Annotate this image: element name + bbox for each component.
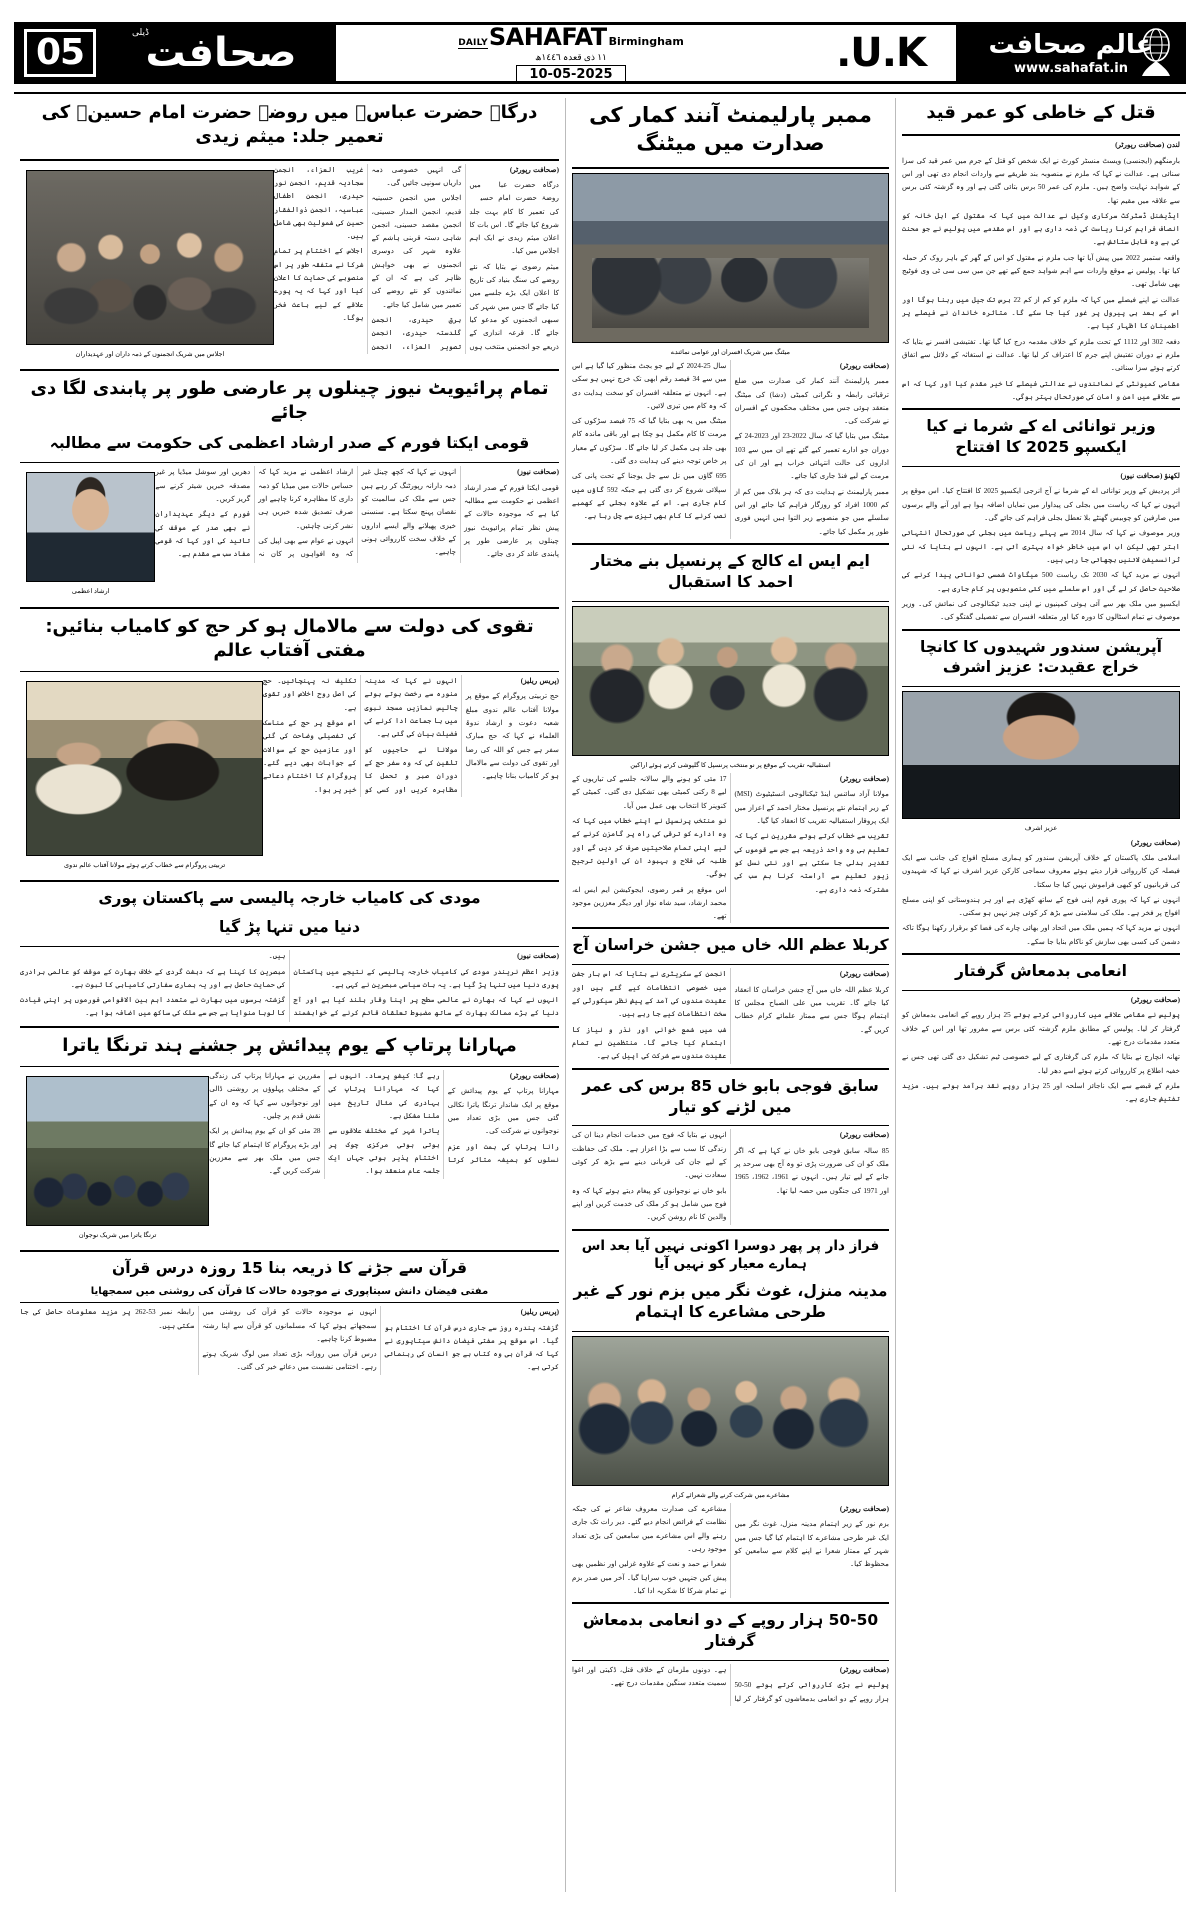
para: ممبر پارلیمنٹ آنند کمار کی صدارت میں ضلع ترقیاتی رابطہ و نگرانی کمیٹی (دشا) کی میٹنگ منعقد ہوئی جس میں مختلف محکموں کے افسران نے شرکت کی۔ [734, 377, 889, 426]
para: پولیس نے بڑی کارروائی کرتے ہوئے 50-50 ہزار روپے کے دو انعامی بدمعاشوں کو گرفتار کر لیا ہے۔ دونوں ملزمان کے خلاف قتل، ڈکیتی اور اغوا سمیت متعدد سنگین مقدمات درج تھے۔ [572, 1666, 889, 1703]
para: انہوں نے کہا کہ پوری قوم اپنی فوج کے ساتھ کھڑی ہے اور ہر ہندوستانی کو اپنی مسلح افواج پر فخر ہے۔ ملک کی سلامتی سے بڑھ کر کوئی چیز نہیں ہو سکتی۔ [902, 895, 1180, 918]
para: میثم رضوی نے بتایا کہ نئے روضے کی سنگ بنیاد کی تاریخ کا اعلان ایک بڑے جلسے میں کیا جائے گا جس میں شہر کی سبھی انجمنوں کو مدعو کیا جائے گا۔ قرعہ اندازی کے ذریعے جو انجمنیں منتخب ہوں گی انہیں خصوصی ذمہ داریاں سونپی جائیں گی۔ [371, 165, 559, 351]
headline-jashn-khurasan: کربلا عظم اللہ خاں میں جشن خراسان آج [572, 936, 889, 955]
para: انہوں نے کہا کہ مدینہ منورہ سے رخصت ہوتے ہوئے چالیس نمازیں مسجد نبوی میں با جماعت ادا کرنے کی فضیلت بیان کی گئی ہے۔ [364, 677, 458, 739]
para: بارمنگھم (ایجنسی) ویسٹ منسٹر کورٹ نے ایک شخص کو قتل کے جرم میں عمر قید کی سزا سنائی ہے۔ عدالت نے کہا کہ ملزم نے منصوبہ بند طریقے سے واردات انجام دی تھی اور اس کے شواہد نہایت واضح ہیں۔ ملزم کی عمر 50 برس بتائی گئی ہے اور وہ گزشتہ کئی برس سے علاقہ میں مقیم تھا۔ [902, 156, 1180, 205]
para: تھانہ انچارج نے بتایا کہ ملزم کی گرفتاری کے لیے خصوصی ٹیم تشکیل دی گئی تھی جس نے خفیہ اطلاع پر کارروائی کرتے ہوئے اسے دھر لیا۔ [902, 1053, 1180, 1075]
dateline: (صحافت رپورٹر) [509, 1072, 559, 1081]
photo-caption: عزیز اشرف [1024, 825, 1058, 833]
globe-icon [1134, 27, 1178, 77]
para: دفعہ 302 اور 1112 کے تحت ملزم کے خلاف مقدمہ درج کیا گیا تھا۔ تفتیشی افسر نے بتایا کہ ملزم نے دوران تفتیش اپنے جرم کا اعتراف کر لیا تھا۔ عدالت نے استغاثہ کے دلائل سے اتفاق کرتے ہوئے سزا سنائی۔ [902, 337, 1180, 373]
edition-text: U.K. [836, 30, 926, 76]
dateline: (صحافت رپورٹر) [509, 165, 559, 174]
article-badmash-body [902, 994, 1180, 1107]
para: اس موقع پر قمر رضوی، ایجوکیشن ایم ایس اے، محمد ارشاد، سید شاہ نواز اور دیگر معززین موجود تھے۔ [572, 885, 727, 921]
headline-msa-principal: ایم ایس اے کالج کے پرنسپل بنے مختار احمد کا استقبال [591, 551, 870, 591]
para: انہوں نے مزید کہا کہ 2030 تک ریاست 500 میگاواٹ شمسی توانائی پیدا کرنے کی صلاحیت حاصل کر لے گی اور اس سلسلے میں کئی منصوبوں پر کام جاری ہے۔ [902, 571, 1181, 593]
photo-block-hajj [26, 677, 263, 873]
para: ایڈیشنل ڈسٹرکٹ سرکاری وکیل نے عدالت میں کہا کہ مقتول کے اہل خانہ کو انصاف فراہم کرنا ریاست کی ذمہ داری ہے اور اس مقدمے میں پولیس نے جو محنت کی ہے وہ قابل ستائش ہے۔ [902, 211, 1180, 247]
subhead-dars-quran: مفتی فیضان دانش سیتاپوری نے موجودہ حالات کا قرآن کی روشنی میں سمجھایا [90, 1286, 489, 1298]
para: ایکسپو میں ملک بھر سے آئی ہوئی کمپنیوں نے اپنی جدید ٹیکنالوجی کی نمائش کی۔ وزیر موصوف نے تمام اسٹالوں کا دورہ کیا اور متعلقہ افسران سے تفصیلی گفتگو کی۔ [902, 599, 1180, 622]
article-quran-body [20, 1306, 559, 1375]
website-url[interactable]: www.sahafat.in [1014, 61, 1128, 76]
para: انہوں نے موجودہ حالات کو قرآن کی روشنی میں سمجھاتے ہوئے کہا کہ مسلمانوں کو قرآن سے اپنا رشتہ مضبوط کرنا چاہیے۔ [202, 1308, 377, 1343]
para: 28 مئی کو ان کے یوم پیدائش پر ایک اور بڑے پروگرام کا اہتمام کیا جائے گا جس میں ملک بھر سے معززین شرکت کریں گے۔ [209, 1127, 321, 1176]
hijri-date: ١١ ذی قعدہ ١٤٤٦ھ [535, 51, 607, 62]
article-meeting-body [572, 360, 889, 539]
headline-mp-meeting: ممبر پارلیمنٹ آنند کمار کی صدارت میں میٹنگ [589, 103, 872, 156]
logo-small-urdu: ڈیلی [132, 28, 149, 38]
headline-ekta-forum: قومی ایکتا فورم کے صدر ارشاد اعظمی کی حکومت سے مطالبہ [49, 434, 530, 453]
para: انہوں نے کہا کہ کچھ چینل غیر ذمہ دارانہ رپورٹنگ کر رہے ہیں جس سے ملک کی سالمیت کو نقصان پہنچ سکتا ہے۔ سنسنی خیزی پھیلانے والے ایسے اداروں کے خلاف سخت کارروائی ہونی چاہیے۔ [361, 468, 457, 557]
headline-inami-badmash: انعامی بدمعاش گرفتار [955, 962, 1127, 981]
publication-date: 10-05-2025 [516, 65, 625, 84]
headline-mushaira: مدینہ منزل، غوث نگر میں بزم نور کے غیر طرحی مشاعرے کا اہتمام [573, 1282, 888, 1321]
page-number: 05 [24, 29, 96, 77]
photo-block-azmi [26, 468, 155, 599]
photo-caption: تربیتی پروگرام سے خطاب کرتے ہوئے مولانا آفتاب عالم ندوی [63, 862, 226, 870]
photo-tiranga-yatra [26, 1076, 209, 1226]
para: تقریب سے خطاب کرتے ہوئے مقررین نے کہا کہ تعلیم ہی وہ واحد ذریعہ ہے جس سے قوموں کی تقدیر بدلی جا سکتی ہے اور نئی نسل کو زیور تعلیم سے آراستہ کرنا ہم سب کی مشترکہ ذمہ داری ہے۔ [734, 832, 889, 894]
headline-taqwa-hajj: تقوی کی دولت سے مالامال ہو کر حج کو کامیاب بنائیں: مفتی آفتاب عالم [45, 615, 534, 661]
masthead-title-block [336, 22, 806, 82]
photo-principal-welcome [572, 606, 889, 756]
masthead [14, 22, 1186, 84]
para: اسلامی ملک پاکستان کے خلاف آپریشن سندور کو ہماری مسلح افواج کی جانب سے ایک فیصلہ کن کارروائی قرار دیتے ہوئے معروف سماجی کارکن عزیز اشرف نے کہا کہ شہیدوں کی قربانیوں کو کبھی فراموش نہیں کیا جا سکتا۔ [902, 853, 1180, 889]
para: درگاہ حضرت عباسؑ میں روضۂ حضرت امام حسینؑ کی تعمیر کا کام بہت جلد شروع کیا جائے گا۔ اس بات کا اعلان میثم زیدی نے ایک اہم اجلاس میں کیا۔ [469, 180, 559, 256]
page-content [14, 92, 1186, 1892]
photo-meeting [572, 173, 889, 343]
photo-caption: مشاعرے میں شرکت کرنے والے شعرائے کرام [671, 1491, 790, 1499]
dateline: لندن (صحافت رپورٹر) [1115, 141, 1180, 150]
paper-title: SAHAFAT [488, 22, 607, 51]
photo-mushaira [572, 1336, 889, 1486]
photo-hajj-training [26, 681, 263, 856]
masthead-logo-urdu [106, 22, 336, 84]
para: مولانا نے حاجیوں کو تلقین کی کہ وہ سفر حج کے دوران صبر و تحمل کا مظاہرہ کریں اور کسی کو تکلیف نہ پہنچائیں۔ حج کی اصل روح اخلاص اور تقوی ہے۔ [263, 677, 458, 794]
edition-label [806, 25, 956, 81]
daily-label: DAILY [458, 37, 488, 48]
headline-modi-policy-2: دنیا میں تنہا پڑ گیا [218, 918, 361, 937]
photo-caption: استقبالیہ تقریب کے موقع پر نو منتخب پرنسپل کا گلپوشی کرتے ہوئے اراکین [630, 761, 831, 769]
para: مقامی کمیونٹی کے نمائندوں نے عدالتی فیصلے کا خیر مقدم کیا اور کہا کہ اس سے علاقے میں امن و امان کی صورتحال بہتر ہوگی۔ [902, 379, 1180, 401]
headline-two-badmash: 50-50 ہزار روپے کے دو انعامی بدمعاش گرفتار [582, 1611, 879, 1651]
article-babukhan-body [572, 1129, 889, 1224]
para: فورم کے دیگر عہدیداران نے بھی صدر کے موقف کی تائید کی اور کہا کہ قومی مفاد سب سے مقدم ہے۔ [155, 510, 251, 559]
article-mushaira-body [572, 1503, 889, 1598]
dateline: لکھنؤ (صحافت نیوز) [1120, 472, 1180, 481]
para: یاترا شہر کے مختلف علاقوں سے ہوتی ہوئی مرکزی چوک پر اختتام پذیر ہوئی جہاں ایک جلسہ عام منعقد ہوا۔ [328, 1127, 440, 1176]
para: کربلا عظم اللہ خاں میں آج جشن خراسان کا انعقاد کیا جائے گا۔ تقریب میں علی الصباح مجلس کا اہتمام ہوگا جس سے ممتاز علمائے کرام خطاب کریں گے۔ [734, 985, 889, 1034]
headline-modi-policy: مودی کی کامیاب خارجہ پالیسی سے پاکستان پوری [98, 889, 481, 908]
para: وزیر موصوف نے کہا کہ سال 2014 سے پہلے ریاست میں بجلی کی صورتحال انتہائی ابتر تھی لیکن اب اس میں خاطر خواہ بہتری آئی ہے۔ انہوں نے بتایا کہ نئی ٹرانسمیشن لائنیں بچھائی جا رہی ہیں۔ [902, 529, 1180, 564]
column-middle [566, 98, 896, 1892]
article-dargah-body [274, 164, 559, 354]
para: گزشتہ برسوں میں بھارت نے متعدد اہم بین الاقوامی فورموں پر اپنی قیادت کا لوہا منوایا ہے جس سے ملک کی ساکھ میں اضافہ ہوا ہے۔ [20, 996, 286, 1018]
para: اتر پردیش کے وزیر توانائی اے کے شرما نے آج انرجی ایکسپو 2025 کا افتتاح کیا۔ اس موقع پر انہوں نے کہا کہ ریاست میں بجلی کی پیداوار میں نمایاں اضافہ ہوا ہے اور آنے والے برسوں میں صارفین کو چوبیس گھنٹے بلا تعطل بجلی فراہم کی جائے گی۔ [902, 487, 1180, 523]
dateline: (صحافت رپورٹر) [1130, 838, 1180, 847]
para: 17 مئی کو ہونے والے سالانہ جلسے کی تیاریوں کے لیے 8 رکنی کمیٹی بھی تشکیل دی گئی۔ کمیٹی کے کنوینر کا انتخاب بھی عمل میں آیا۔ [572, 775, 727, 810]
para: انہوں نے عوام سے بھی اپیل کی کہ وہ افواہوں پر کان نہ دھریں اور سوشل میڈیا پر غیر مصدقہ خبریں شیئر کرنے سے گریز کریں۔ [155, 468, 354, 559]
para: عدالت نے اپنے فیصلے میں کہا کہ ملزم کو کم از کم 22 برس تک جیل میں رہنا ہوگا اور اس کے بعد ہی پیرول پر غور کیا جا سکے گا۔ متاثرہ خاندان نے فیصلے پر اطمینان کا اظہار کیا ہے۔ [902, 295, 1180, 331]
brand-urdu: عالم صحافت [988, 30, 1154, 60]
article-two-badmash-body [572, 1664, 889, 1706]
article-qatl-body [902, 139, 1180, 404]
para: 85 سالہ سابق فوجی بابو خاں نے کہا ہے کہ اگر ملک کو ان کی ضرورت پڑی تو وہ آج بھی سرحد پر جانے کے لیے تیار ہیں۔ انہوں نے 1961، 1962، 1965 اور 1971 کی جنگوں میں حصہ لیا تھا۔ [734, 1146, 890, 1195]
dateline: (صحافت رپورٹر) [839, 970, 889, 979]
dateline: (پریس ریلیز) [520, 677, 559, 686]
dateline: (صحافت رپورٹر) [839, 1666, 889, 1675]
headline-mushaira-couplet: فراز دار پر پھر دوسرا اکونی نہیں آیا بعد اس ہمارے معیار کو نہیں آیا [581, 1237, 880, 1272]
para: برق حیدری، انجمن گلدستہ حیدری، انجمن تصویر العزاء، انجمن غریب العزاء، انجمن سجادیہ قدیم، انجمن نور حیدری، انجمن اطفال عباسیہ، انجمن ذوالفقار حسین کی شمولیت بھی شامل ہیں۔ [273, 165, 462, 351]
para: واقعہ ستمبر 2022 میں پیش آیا تھا جب ملزم نے مقتول کو اس کے گھر کے باہر روک کر حملہ کیا تھا۔ پولیس نے موقع واردات سے اہم شواہد جمع کیے تھے جن میں سی سی ٹی وی فوٹیج بھی شامل تھی۔ [902, 253, 1180, 289]
para: سال 25-2024 کے لیے جو بجٹ منظور کیا گیا ہے اس میں سے 34 فیصد رقم ابھی تک خرچ نہیں ہو سکی ہے۔ انہوں نے متعلقہ افسران کو سخت ہدایت دی کہ وہ کام میں تیزی لائیں۔ [572, 361, 727, 410]
para: مولانا آزاد سائنس اینڈ ٹیکنالوجی انسٹیٹیوٹ (MSI) کے زیر اہتمام نئے پرنسپل مختار احمد کے اعزاز میں ایک پروقار استقبالیہ تقریب کا انعقاد کیا گیا۔ [734, 790, 889, 825]
para: شعرا نے حمد و نعت کے علاوہ غزلیں اور نظمیں بھی پیش کیں جنہیں خوب سراہا گیا۔ آخر میں صدر بزم نے تمام شرکا کا شکریہ ادا کیا۔ [572, 1560, 727, 1595]
para: مہارانا پرتاپ کے یوم پیدائش کے موقع پر ایک شاندار ترنگا یاترا نکالی گئی جس میں بڑی تعداد میں نوجوانوں نے شرکت کی۔ [447, 1087, 559, 1136]
masthead-brand-right [956, 22, 1186, 84]
photo-caption: میٹنگ میں شریک افسران اور عوامی نمائندے [670, 348, 791, 356]
paper-city: Birmingham [608, 34, 684, 48]
photo-aziz-ashraf [902, 691, 1180, 819]
photo-block-dargah [26, 166, 274, 362]
article-pratap-body [209, 1070, 559, 1179]
headline-babu-khan: سابق فوجی بابو خاں 85 برس کی عمر میں لڑنے کو تیار [582, 1076, 879, 1116]
dateline: (صحافت رپورٹر) [839, 361, 889, 370]
para: گزشتہ پندرہ روز سے جاری درس قرآن کا اختتام ہو گیا۔ اس موقع پر مفتی فیضان دانش سیتاپوری نے کہا کہ قرآن ہی وہ کتاب ہے جو انسان کی رہنمائی کرتی ہے۔ [384, 1323, 559, 1372]
para: انہوں نے مزید کہا کہ ہمیں ملک میں اتحاد اور بھائی چارے کی فضا کو برقرار رکھنا ہوگا تاکہ دشمن کی کسی بھی سازش کو ناکام بنایا جا سکے۔ [902, 924, 1180, 946]
dateline: (صحافت نیوز) [517, 952, 559, 961]
para: قومی ایکتا فورم کے صدر ارشاد اعظمی نے حکومت سے مطالبہ کیا ہے کہ موجودہ حالات کے پیش نظر تمام پرائیویٹ نیوز چینلوں پر عارضی طور پر پابندی عائد کر دی جائے۔ [464, 483, 559, 559]
para: حج تربیتی پروگرام کے موقع پر مولانا آفتاب عالم ندوی مبلغ شعبہ دعوت و ارشاد ندوۃ العلماء نے کہا کہ حج مبارک سفر ہے جس کو اللہ کی رضا اور تقوی کی دولت سے مالامال ہو کر کامیاب بنانا چاہیے۔ [465, 692, 559, 781]
article-hajj-body [263, 675, 559, 797]
para: انہوں نے کہا کہ بھارت نے عالمی سطح پر اپنا وقار بلند کیا ہے اور آج دنیا کے بڑے ممالک بھارت کے ساتھ مضبوط تعلقات قائم کرنے کے خواہشمند ہیں۔ [268, 952, 559, 1018]
para: ملزم کے قبضے سے ایک ناجائز اسلحہ اور 25 ہزار روپے نقد برآمد ہوئے ہیں۔ مزید تفتیش جاری ہے۔ [902, 1081, 1180, 1104]
para: انجمن کے سکریٹری نے بتایا کہ اس بار جشن میں خصوصی انتظامات کیے گئے ہیں اور عقیدت مندوں کی آمد کے پیش نظر سیکورٹی کے سخت انتظامات کیے جا رہے ہیں۔ [572, 970, 727, 1019]
para: رانا پرتاپ کی ہمت اور عزم نسلوں کو ہمیشہ متاثر کرتا رہے گا: کیشو پرساد۔ انہوں نے کہا کہ مہارانا پرتاپ کی بہادری کی مثال تاریخ میں ملنا مشکل ہے۔ [328, 1072, 559, 1164]
para: انہوں نے بتایا کہ فوج میں خدمات انجام دینا ان کی زندگی کا سب سے بڑا اعزاز ہے۔ ملک کی حفاظت کے لیے جان کی قربانی دینے سے بڑھ کر کوئی سعادت نہیں۔ [572, 1131, 727, 1180]
photo-dargah-meeting [26, 170, 274, 345]
para: میٹنگ میں بتایا گیا کہ سال 2022-23 اور 2023-24 کے دوران جو ادارے تعمیر کیے گئے تھے ان میں سے 103 اداروں کی حالت انتہائی خراب ہے اور ان کی مرمت کے لیے فنڈ جاری کیا جائے۔ [734, 432, 889, 481]
page-number-block [14, 22, 106, 84]
para: بابو خاں نے نوجوانوں کو پیغام دیتے ہوئے کہا کہ وہ فوج میں شامل ہو کر ملک کی خدمت کریں اور اپنے والدین کا نام روشن کریں۔ [572, 1186, 727, 1222]
column-right [896, 98, 1186, 1892]
logo-urdu-text: صحافت [145, 30, 297, 76]
article-modi-body [20, 950, 559, 1022]
dateline: (صحافت رپورٹر) [1130, 996, 1180, 1004]
headline-energy-expo: وزیر توانائی اے کے شرما نے کیا ایکسپو 2025 کا افتتاح [926, 417, 1156, 457]
dateline: (پریس ریلیز) [520, 1308, 559, 1317]
dateline: (صحافت رپورٹر) [839, 1505, 889, 1514]
para: پولیس نے مقامی علاقے میں کارروائی کرتے ہوئے 25 ہزار روپے کے انعامی بدمعاش کو گرفتار کر لیا۔ پولیس کے مطابق ملزم گزشتہ کئی برس سے مفرور تھا اور اس کے خلاف متعدد مقدمات درج تھے۔ [902, 1011, 1180, 1046]
dateline: (صحافت نیوز) [517, 468, 559, 477]
para: مقررین نے مہارانا پرتاپ کی زندگی کے مختلف پہلوؤں پر روشنی ڈالی اور نوجوانوں سے کہا کہ وہ ان کے نقش قدم پر چلیں۔ [209, 1072, 321, 1120]
headline-news-channels: تمام پرائیویٹ نیوز چینلوں پر عارضی طور پر پابندی لگا دی جائے [30, 377, 549, 424]
para: میٹنگ میں یہ بھی بتایا گیا کہ 75 فیصد سڑکوں کی مرمت کا کام مکمل ہو چکا ہے اور باقی ماندہ کام بھی جلد ہی مکمل کر لیا جائے گا۔ سڑکوں کے معیار پر خاص توجہ دینے کی ہدایت دی گئی۔ [572, 417, 727, 466]
para: وزیر اعظم نریندر مودی کی کامیاب خارجہ پالیسی کے نتیجے میں پاکستان پوری دنیا میں تنہا پڑ گیا ہے۔ یہ بات سیاسی مبصرین نے کہی ہے۔ [293, 967, 559, 989]
para: مبصرین کا کہنا ہے کہ دہشت گردی کے خلاف بھارت کے موقف کو عالمی برادری کی حمایت حاصل ہے اور یہ ہماری سفارتی کامیابی کا ثبوت ہے۔ [20, 967, 286, 989]
para: ممبر پارلیمنٹ نے ہدایت دی کہ ہر بلاک میں کم از کم 1000 افراد کو روزگار فراہم کیا جائے اور اس سلسلے میں جو منصوبے زیر التوا ہیں انہیں فوری طور پر مکمل کیا جائے۔ [734, 487, 889, 536]
para: نو منتخب پرنسپل نے اپنے خطاب میں کہا کہ وہ ادارے کو ترقی کی راہ پر گامزن کرنے کے لیے اپنی تمام صلاحیتیں صرف کر دیں گے اور طلبہ کی فلاح و بہبود ان کی اولین ترجیح ہوگی۔ [572, 816, 727, 879]
para: درس قرآن میں روزانہ بڑی تعداد میں لوگ شریک ہوتے رہے۔ اختتامی نشست میں دعائے خیر کی گئی۔ [202, 1350, 377, 1372]
photo-block-rally [26, 1072, 209, 1243]
article-sindoor-body [902, 837, 1180, 950]
headline-dars-quran: قرآن سے جڑنے کا ذریعہ بنا 15 روزہ درس قرآن [111, 1259, 468, 1278]
photo-irshad-azmi [26, 472, 155, 582]
para: 695 گاؤں میں نل سے جل یوجنا کے تحت پانی کی سپلائی شروع کر دی گئی ہے جبکہ 592 گاؤں میں کام جاری ہے۔ اس کے علاوہ بجلی کے کھمبے نصب کرنے کا کام بھی تیزی سے چل رہا ہے۔ [572, 472, 727, 521]
article-principal-body [572, 773, 889, 923]
headline-sindoor: آپریشن سندور شہیدوں کا کانچا خراج عقیدت: عزیز اشرف [920, 637, 1162, 677]
headline-rana-pratap: مہارانا پرتاپ کے یوم پیدائش پر جشنے ہند ترنگا یاترا [62, 1034, 517, 1056]
para: اس موقع پر حج کے مناسک کی تفصیلی وضاحت کی گئی اور عازمین حج کے سوالات کے جوابات بھی دیے گئے۔ پروگرام کا اختتام دعائے خیر پر ہوا۔ [263, 719, 357, 794]
para: ارشاد اعظمی نے مزید کہا کہ حساس حالات میں میڈیا کو ذمہ داری کا مظاہرہ کرنا چاہیے اور صرف تصدیق شدہ خبریں ہی نشر کرنی چاہئیں۔ [258, 468, 354, 530]
photo-caption: ترنگا یاترا میں شریک نوجوان [78, 1232, 157, 1240]
column-left [14, 98, 566, 1892]
para: شب میں شمع خوانی اور نذر و نیاز کا اہتمام کیا جائے گا۔ منتظمین نے تمام عقیدت مندوں سے شرکت کی اپیل کی ہے۔ [572, 1025, 727, 1061]
para: بزم نور کے زیر اہتمام مدینہ منزل، غوث نگر میں ایک غیر طرحی مشاعرے کا اہتمام کیا گیا جس میں شہر کے ممتاز شعرا نے اپنے کلام سے سامعین کو محظوظ کیا۔ [734, 1520, 889, 1569]
dateline: (صحافت رپورٹر) [839, 775, 889, 784]
dateline: (صحافت رپورٹر) [839, 1131, 889, 1140]
para: مشاعرے کی صدارت معروف شاعر نے کی جبکہ نظامت کے فرائض انجام دیے گئے۔ دیر رات تک جاری رہنے والے اس مشاعرے میں سامعین کی بڑی تعداد موجود رہی۔ [572, 1505, 727, 1554]
para: اجلاس کے اختتام پر تمام شرکا نے متفقہ طور پر اس منصوبے کی حمایت کا اعلان کیا اور کہا کہ یہ پورے علاقے کے لیے باعث فخر ہوگا۔ [273, 247, 364, 323]
photo-caption: ارشاد اعظمی [71, 588, 110, 596]
article-expo-body [902, 470, 1180, 624]
article-channels-body [155, 466, 559, 562]
para: رابطہ نمبر 53-262 پر مزید معلومات حاصل کی جا سکتی ہیں۔ [20, 1308, 195, 1330]
article-khurasan-body [572, 968, 889, 1063]
photo-caption: اجلاس میں شریک انجمنوں کے ذمہ داران اور عہدیداران [75, 350, 225, 358]
headline-qatl: قتل کے خاطی کو عمر قید [926, 102, 1156, 123]
para: اجلاس میں انجمن حسینیہ قدیم، انجمن المدار حسینی، انجمن مقصد حسینی، انجمن شاہی دستہ قربنی ہاشم کے علاوہ شہر کی دوسری انجمنوں نے بھی خواہش ظاہر کی ہے کہ ان کے نمائندوں کو نئے روضے کی تعمیر میں شامل کیا جائے۔ [371, 194, 462, 309]
headline-dargah: درگاہ حضرت عباسؑ میں روضۂ حضرت امام حسینؑ کی تعمیر جلد: میثم زیدی [41, 102, 538, 148]
